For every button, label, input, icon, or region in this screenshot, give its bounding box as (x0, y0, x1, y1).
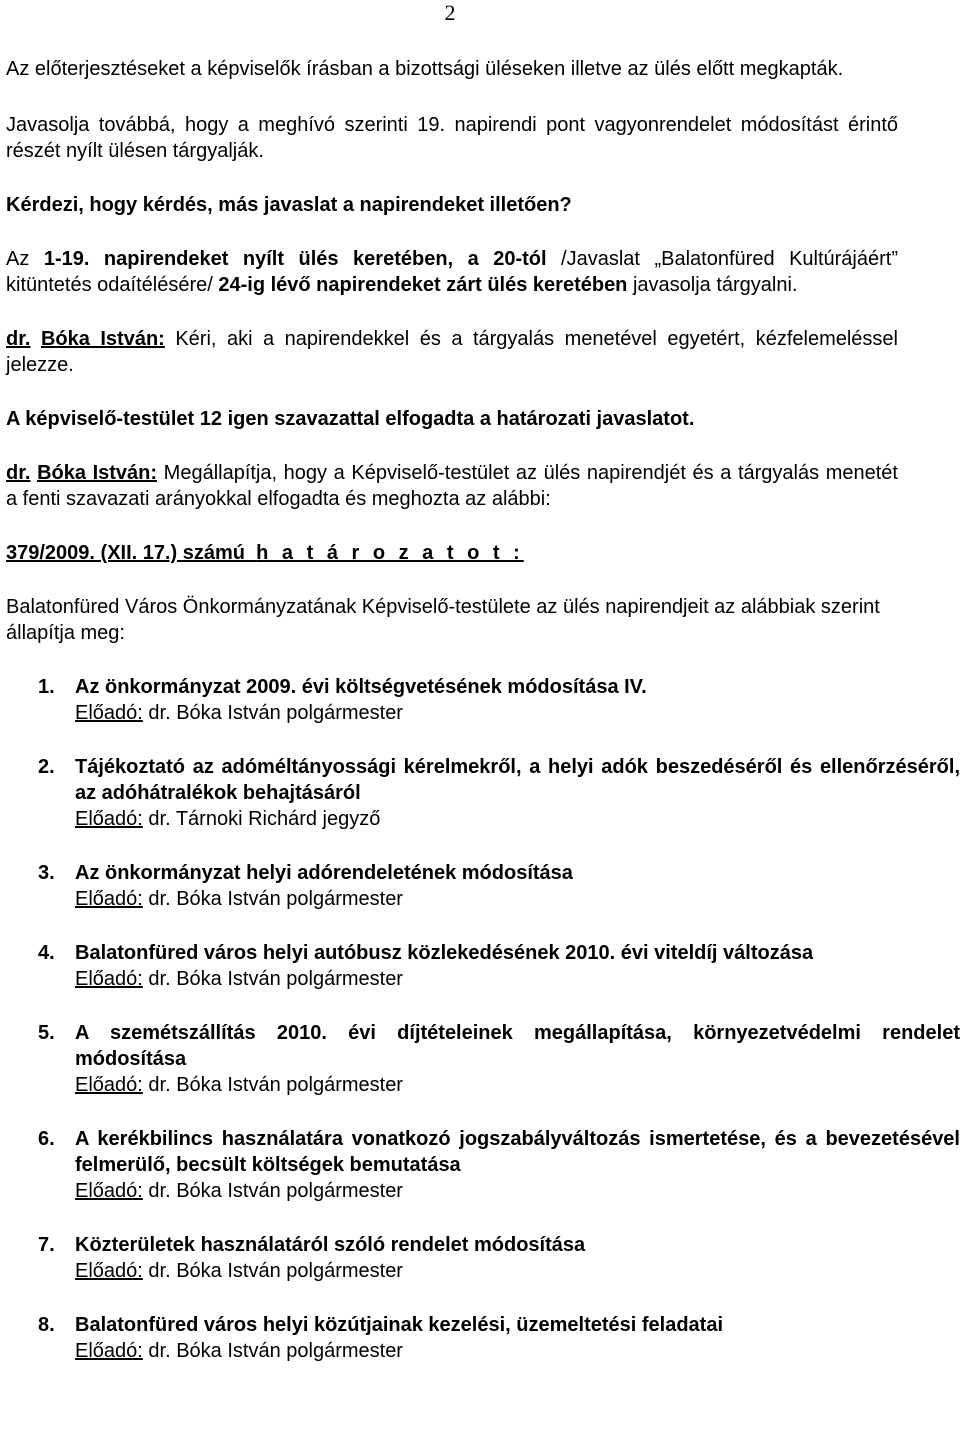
speaker-prefix: dr. (6, 328, 31, 350)
presenter-name: dr. Bóka István polgármester (142, 702, 403, 724)
presenter-label: Előadó: (75, 1180, 143, 1202)
agenda-item-title: A kerékbilincs használatára vonatkozó jogszabályváltozás ismertetése, és a bevezetésével felmerülő, becsült költségek bemutatása (75, 1128, 960, 1176)
speaker-name: Bóka István: (40, 328, 165, 350)
agenda-item-number: 6. (38, 1128, 55, 1150)
agenda-item-presenter (75, 966, 960, 992)
agenda-item-number: 3. (38, 862, 55, 884)
speaker-prefix: dr. (6, 462, 31, 484)
resolution-number: 379/2009. (XII. 17.) számú (6, 542, 246, 564)
presenter-name: dr. Tárnoki Richárd jegyző (142, 808, 381, 830)
agenda-item-title: Tájékoztató az adóméltányossági kérelmekről, a helyi adók beszedéséről és ellenőrzéséről, az adóhátralékok behajtásáról (75, 756, 960, 804)
page-number: 2 (444, 0, 456, 25)
agenda-item-title: Közterületek használatáról szóló rendelet módosítása (75, 1234, 586, 1256)
agenda-item-title: Az önkormányzat helyi adórendeletének módosítása (75, 862, 573, 884)
agenda-item-presenter (75, 1338, 960, 1364)
agenda-item-number: 5. (38, 1022, 55, 1044)
agenda-item (6, 674, 960, 726)
document-body (6, 56, 960, 1392)
paragraph-vote-result: A képviselő-testület 12 igen szavazattal elfogadta a határozati javaslatot. (6, 408, 695, 430)
agenda-item (6, 1126, 960, 1204)
agenda-split-closed: 24-ig lévő napirendeket zárt ülés keretében (218, 274, 628, 296)
presenter-name: dr. Bóka István polgármester (142, 888, 403, 910)
agenda-item (6, 1312, 960, 1364)
presenter-name: dr. Bóka István polgármester (142, 1260, 403, 1282)
presenter-name: dr. Bóka István polgármester (142, 1340, 403, 1362)
paragraph-vote-request (6, 326, 898, 378)
agenda-item-presenter (75, 886, 960, 912)
agenda-split-open: 1-19. napirendeket nyílt ülés keretében, a 20-tól (43, 248, 547, 270)
agenda-item (6, 860, 960, 912)
presenter-name: dr. Bóka István polgármester (142, 968, 403, 990)
agenda-item (6, 940, 960, 992)
agenda-item-presenter (75, 1178, 960, 1204)
resolution-word: h a t á r o z a t o t : (256, 542, 524, 564)
agenda-split-suffix: javasolja tárgyalni. (627, 274, 798, 296)
agenda-item-number: 7. (38, 1234, 55, 1256)
paragraph-question: Kérdezi, hogy kérdés, más javaslat a napirendeket illetően? (6, 194, 572, 216)
agenda-item-presenter (75, 806, 960, 832)
paragraph-statement (6, 460, 898, 512)
agenda-item (6, 1232, 960, 1284)
agenda-item-title: Balatonfüred város helyi autóbusz közlekedésének 2010. évi viteldíj változása (75, 942, 814, 964)
agenda-item-number: 4. (38, 942, 55, 964)
paragraph-resolution-body: Balatonfüred Város Önkormányzatának Képviselő-testülete az ülés napirendjeit az alábbiak szerint állapítja meg: (6, 596, 880, 644)
agenda-item-presenter (75, 1258, 960, 1284)
agenda-item-title: A szemétszállítás 2010. évi díjtételeinek megállapítása, környezetvédelmi rendelet módosítása (75, 1022, 960, 1070)
vote-request-text: Kéri, aki a napirendekkel és a tárgyalás menetével egyetért, kézfelemeléssel jelezze. (6, 328, 898, 376)
presenter-label: Előadó: (75, 968, 143, 990)
agenda-item-number: 1. (38, 676, 55, 698)
agenda-item-presenter (75, 700, 960, 726)
agenda-item-number: 8. (38, 1314, 55, 1336)
agenda-item-number: 2. (38, 756, 55, 778)
paragraph-intro: Az előterjesztéseket a képviselők írásban a bizottsági üléseken illetve az ülés előtt megkapták. (6, 58, 844, 80)
presenter-label: Előadó: (75, 888, 143, 910)
agenda-list (6, 674, 960, 1364)
agenda-split-note: /Javaslat „Balatonfüred Kultúrájáért” kitüntetés odaítélésére/ (6, 248, 898, 296)
paragraph-proposal: Javasolja továbbá, hogy a meghívó szerinti 19. napirendi pont vagyonrendelet módosítást érintő részét nyílt ülésen tárgyalják. (6, 114, 898, 162)
agenda-item-title: Balatonfüred város helyi közútjainak kezelési, üzemeltetési feladatai (75, 1314, 724, 1336)
presenter-label: Előadó: (75, 1260, 143, 1282)
agenda-item-title: Az önkormányzat 2009. évi költségvetésének módosítása IV. (75, 676, 647, 698)
agenda-split-prefix: Az (6, 248, 44, 270)
presenter-name: dr. Bóka István polgármester (142, 1180, 403, 1202)
agenda-item (6, 1020, 960, 1098)
agenda-item-presenter (75, 1072, 960, 1098)
presenter-label: Előadó: (75, 1074, 143, 1096)
presenter-label: Előadó: (75, 1340, 143, 1362)
speaker-name: Bóka István: (37, 462, 158, 484)
statement-text: Megállapítja, hogy a Képviselő-testület az ülés napirendjét és a tárgyalás menetét a fenti szavazati arányokkal elfogadta és meghozta az alábbi: (6, 462, 898, 510)
paragraph-agenda-split (6, 246, 898, 298)
presenter-label: Előadó: (75, 808, 143, 830)
resolution-heading (6, 540, 898, 566)
agenda-item (6, 754, 960, 832)
presenter-name: dr. Bóka István polgármester (142, 1074, 403, 1096)
presenter-label: Előadó: (75, 702, 143, 724)
